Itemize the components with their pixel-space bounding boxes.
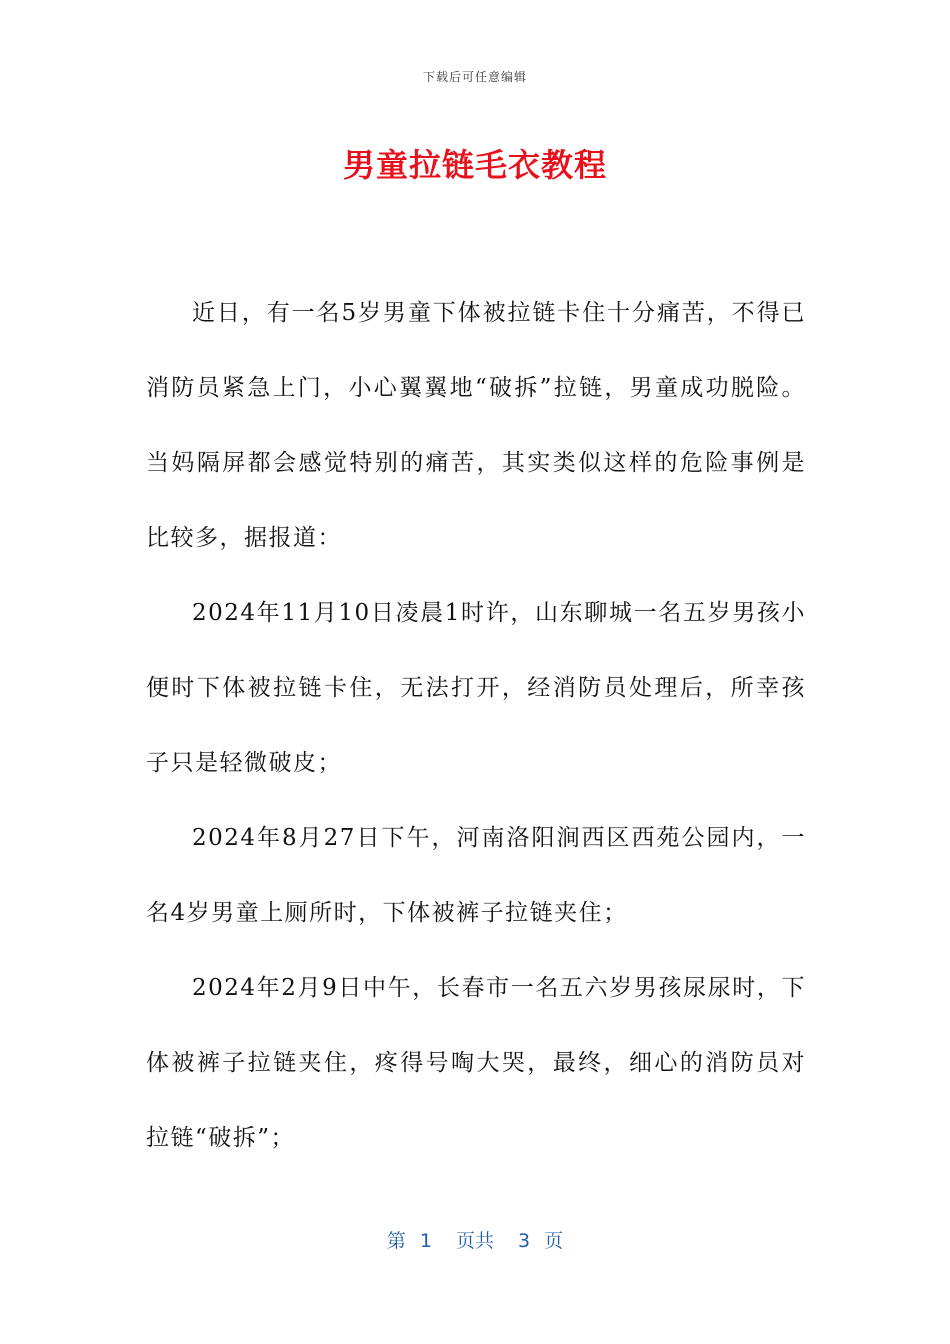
paragraph-case-changchun: 2024年2月9日中午，长春市一名五六岁男孩尿尿时，下体被裤子拉链夹住，疼得号啕大哭，最终，细心的消防员对拉链“破拆”； xyxy=(146,975,806,1151)
footer-middle: 页共 xyxy=(455,1230,494,1252)
footer-prefix: 第 xyxy=(386,1230,406,1252)
document-title: 男童拉链毛衣教程 xyxy=(342,146,607,184)
footer-current-page: 1 xyxy=(419,1230,432,1252)
footer-total-pages: 3 xyxy=(518,1230,531,1252)
paragraph-case-henan: 2024年8月27日下午，河南洛阳涧西区西苑公园内，一名4岁男童上厕所时，下体被裤子拉链夹住； xyxy=(146,825,806,926)
footer-suffix: 页 xyxy=(544,1230,564,1252)
page-footer xyxy=(0,1226,950,1253)
header-note: 下载后可任意编辑 xyxy=(422,70,527,84)
paragraph-case-shandong: 2024年11月10日凌晨1时许，山东聊城一名五岁男孩小便时下体被拉链卡住，无法打开，经消防员处理后，所幸孩子只是轻微破皮； xyxy=(146,600,806,776)
document-body xyxy=(146,276,806,1176)
paragraph-intro: 近日，有一名5岁男童下体被拉链卡住十分痛苦，不得已消防员紧急上门，小心翼翼地“破拆”拉链，男童成功脱险。当妈隔屏都会感觉特别的痛苦，其实类似这样的危险事例是比较多，据报道： xyxy=(146,300,806,551)
